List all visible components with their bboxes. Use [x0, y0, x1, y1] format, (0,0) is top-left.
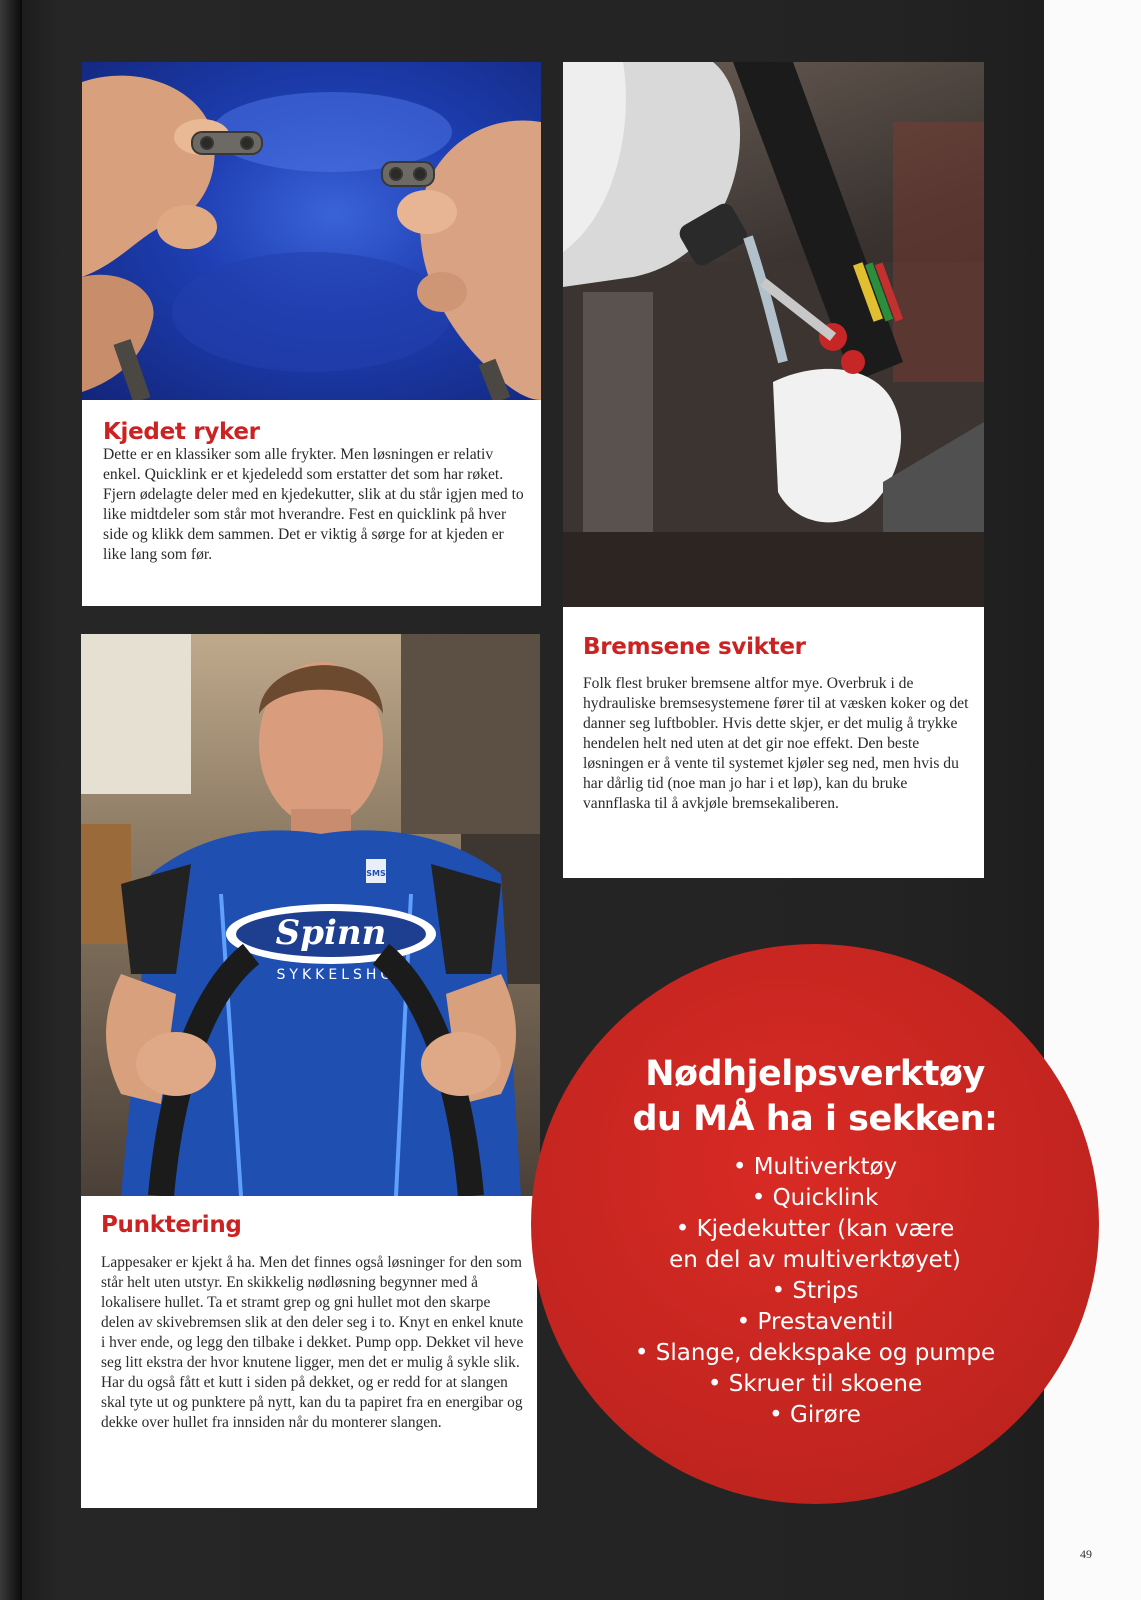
section-brakes-title: Bremsene svikter	[583, 634, 806, 660]
chain-photo	[82, 62, 541, 400]
chain-photo-illustration	[82, 62, 541, 400]
callout-title	[531, 1052, 1099, 1142]
mechanic-photo	[81, 634, 540, 1196]
section-puncture-title: Punktering	[101, 1212, 242, 1238]
jersey-subtitle: SYKKELSHO	[276, 967, 396, 983]
section-brakes-fail	[563, 607, 984, 878]
callout-title-line-1: Nødhjelpsverktøy	[645, 1054, 985, 1094]
callout-tool-list	[531, 1152, 1099, 1431]
mechanic-photo-illustration	[81, 634, 540, 1196]
section-brakes-body: Folk flest bruker bremsene altfor mye. Overbruk i de hydrauliske bremsesystemene fører til at væsken koker og det danner seg luftbobler. Hvis dette skjer, er det mulig å trykke hendelen helt ned uten at det gir noe effekt. Den beste løsningen er å vente til systemet kjøler seg ned, men hvis du har dårlig tid (noe man jo har i et løp), kan du bruke vannflaska til å avkjøle bremsekaliberen.	[583, 675, 969, 812]
page-number: 49	[1080, 1547, 1092, 1561]
section-puncture-body: Lappesaker er kjekt å ha. Men det finnes også løsninger for den som står helt uten utstyr. En skikkelig nødløsning begynner med å lokalisere hullet. Ta et stramt grep og gni hullet mot den skarpe delen av skivebremsen slik at den deler seg i to. Knyt en enkel knute i hver ende, og legg den tilbake i dekket. Pump opp. Dekket vil heve seg litt ekstra der hvor knutene ligger, men det er mulig å sykle slik. Har du også fått et kutt i siden på dekket, og er redd for at slangen skal tyte ut og punktere på nytt, kan du ta papiret fra en energibar og dekke over hullet fra innsiden når du monterer slangen.	[101, 1254, 524, 1431]
list-item: • Quicklink	[751, 1185, 879, 1211]
brake-photo	[563, 62, 984, 607]
section-chain-title: Kjedet ryker	[103, 419, 260, 445]
list-item: • Girøre	[769, 1402, 861, 1428]
list-item: en del av multiverktøyet)	[669, 1247, 961, 1273]
section-chain-breaks	[82, 400, 541, 606]
jersey-brand: Spinn	[275, 913, 387, 953]
list-item: • Multiverktøy	[732, 1154, 898, 1180]
list-item: • Strips	[771, 1278, 859, 1304]
magazine-spine	[0, 0, 22, 1600]
list-item: • Prestaventil	[736, 1309, 894, 1335]
list-item: • Skruer til skoene	[707, 1371, 923, 1397]
section-puncture	[81, 1196, 537, 1508]
list-item: • Kjedekutter (kan være	[675, 1216, 955, 1242]
section-chain-body: Dette er en klassiker som alle frykter. Men løsningen er relativ enkel. Quicklink er et kjedeledd som erstatter det som har røket. Fjern ødelagte deler med en kjedekutter, slik at du står igjen med to like midtdeler som står mot hverandre. Fest en quicklink på hver side og klikk dem sammen. Det er viktig å sørge for at kjeden er like lang som før.	[103, 446, 524, 563]
jersey-badge: SMS	[366, 869, 386, 878]
brake-photo-illustration	[563, 62, 984, 607]
list-item: • Slange, dekkspake og pumpe	[634, 1340, 996, 1366]
callout-title-line-2: du MÅ ha i sekken:	[632, 1099, 998, 1139]
